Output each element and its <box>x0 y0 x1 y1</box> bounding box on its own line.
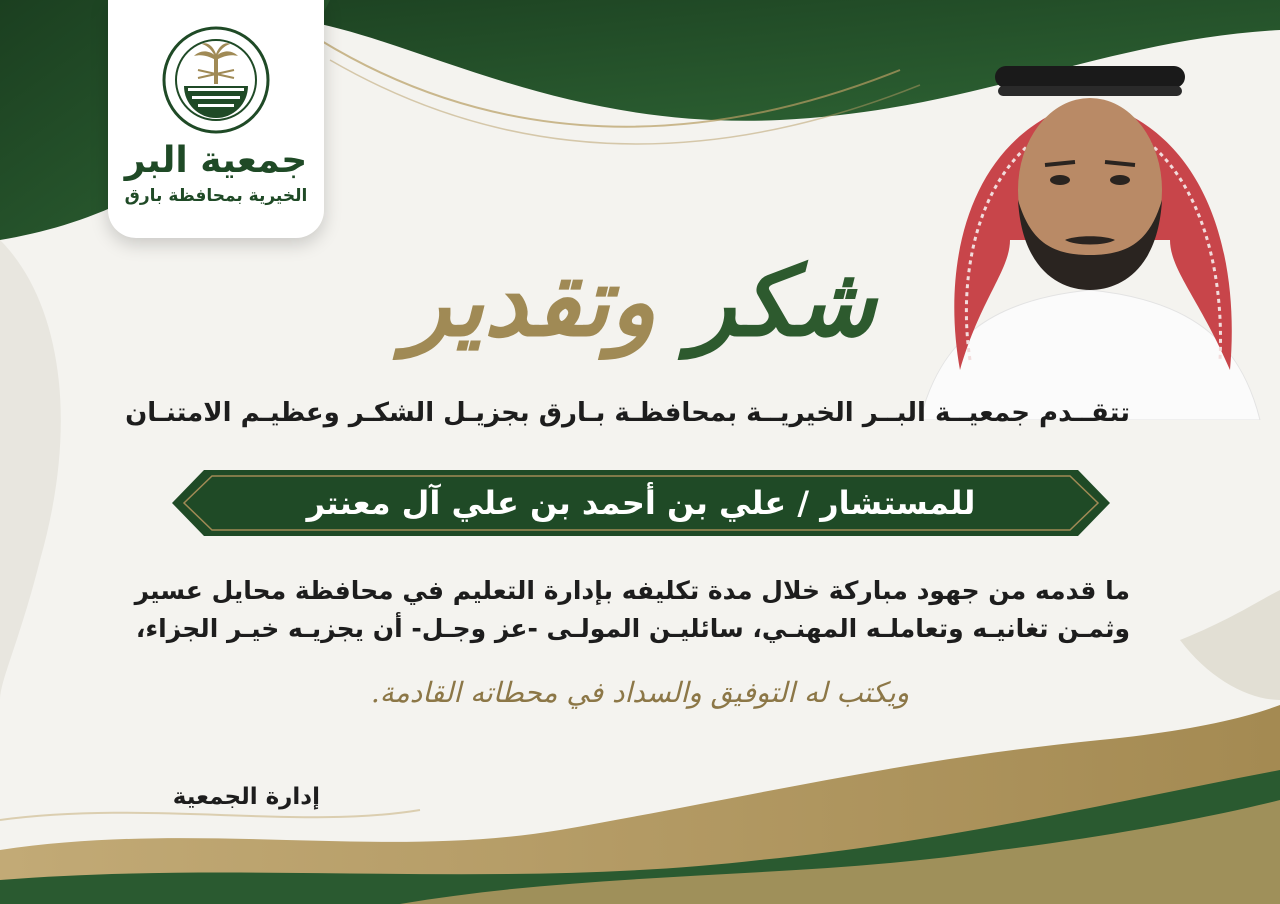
portrait-image <box>900 40 1280 420</box>
body-text <box>134 572 1130 648</box>
headline-calligraphy <box>360 232 920 372</box>
honoree-name: للمستشار / علي بن أحمد بن علي آل معنتر <box>306 484 976 522</box>
signature: إدارة الجمعية <box>172 784 320 810</box>
honoree-banner <box>172 470 1110 536</box>
headline-part2: وتقدير <box>404 245 656 358</box>
logo-emblem-icon <box>162 26 270 134</box>
headline-part1: شكر <box>689 245 876 358</box>
body-line-1: ما قدمه من جهود مباركة خلال مدة تكليفه بإدارة التعليم في محافظة محايل عسير <box>134 576 1130 605</box>
body-line-2: وثمـن تغانيـه وتعاملـه المهنـي، سائليـن المولـى -عز وجـل- أن يجزيـه خيـر الجزاء، <box>135 614 1130 643</box>
intro-line: تتقــدم جمعيــة البــر الخيريــة بمحافظـة بـارق بجزيـل الشكـر وعظيـم الامتنـان <box>125 398 1130 428</box>
logo-subtitle: الخيرية بمحافظة بارق <box>124 186 308 206</box>
logo-title: جمعية البر <box>124 140 308 181</box>
closing-line: ويكتب له التوفيق والسداد في محطاته القادمة. <box>370 676 910 709</box>
logo-card[interactable] <box>108 0 324 238</box>
